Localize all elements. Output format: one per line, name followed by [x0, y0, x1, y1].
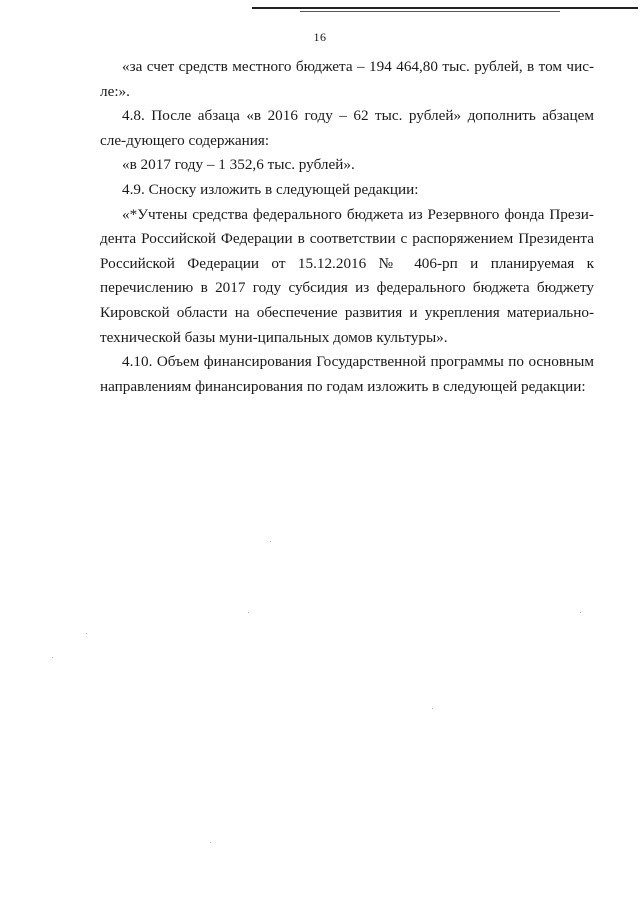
paragraph-4-10: 4.10. Объем финансирования Государственной программы по основным направлениям финансирования по годам изложить в следующей редакции:: [100, 353, 594, 395]
header-rule: [252, 7, 638, 9]
page-number: 16: [313, 30, 327, 44]
scan-speck: [432, 708, 433, 709]
scan-speck: [580, 612, 581, 613]
document-body: [100, 55, 594, 399]
scan-speck: [270, 541, 271, 542]
paragraph-local-budget: «за счет средств местного бюджета – 194 464,80 тыс. рублей, в том чис-ле:».: [100, 58, 594, 100]
scan-speck: [248, 612, 249, 613]
paragraph-2017-amount: «в 2017 году – 1 352,6 тыс. рублей».: [122, 156, 355, 174]
scan-speck: [210, 842, 211, 843]
header-rule-secondary: [300, 11, 560, 12]
paragraph-4-9: 4.9. Сноску изложить в следующей редакции:: [122, 180, 419, 198]
scan-speck: [86, 633, 87, 634]
scan-speck: [52, 657, 53, 658]
paragraph-4-8: 4.8. После абзаца «в 2016 году – 62 тыс. рублей» дополнить абзацем сле-дующего содержания:: [100, 107, 594, 149]
paragraph-footnote: «*Учтены средства федерального бюджета из Резервного фонда Прези-дента Российской Федерации в соответствии с распоряжением Президента Российской Федерации от 15.12.2016 № 406-рп и планируемая к перечислению в 2017 году субсидия из федерального бюджета бюджету Кировской области на обеспечение развития и укрепления материально-технической базы муни-ципальных домов культуры».: [100, 205, 594, 346]
